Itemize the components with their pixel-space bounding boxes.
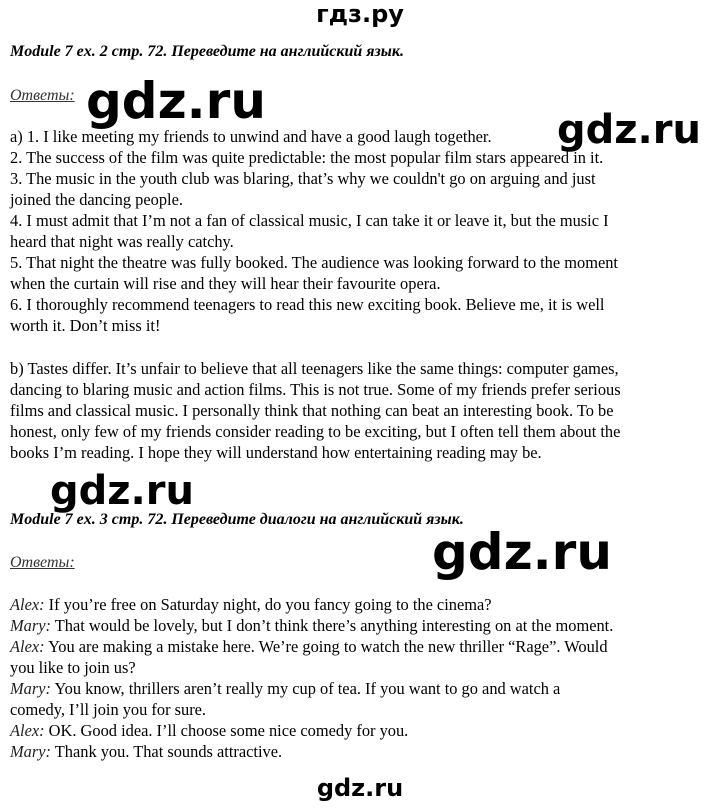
dialogue-line xyxy=(10,658,136,679)
dialogue-text: You know, thrillers aren’t really my cup of tea. If you want to go and watch a xyxy=(50,679,561,698)
part-a-line: worth it. Don’t miss it! xyxy=(10,316,161,335)
section-1-heading: Module 7 ex. 2 стр. 72. Переведите на английский язык. xyxy=(10,43,404,60)
dialogue-line xyxy=(10,700,206,721)
dialogue-text: comedy, I’ll join you for sure. xyxy=(10,700,207,719)
section-2-heading: Module 7 ex. 3 стр. 72. Переведите диалоги на английский язык. xyxy=(10,511,464,528)
part-b-line: films and classical music. I personally think that nothing can beat an interesting book. To be xyxy=(10,401,614,420)
section-2-answers-label: Ответы: xyxy=(10,554,75,571)
part-a-line: 3. The music in the youth club was blaring, that’s why we couldn't go on arguing and just xyxy=(10,169,596,188)
part-b-line: honest, only few of my friends consider reading to be exciting, but I often tell them about the xyxy=(10,422,621,441)
watermark-1: gdz.ru xyxy=(86,72,266,130)
dialogue-text: you like to join us? xyxy=(10,658,136,677)
dialogue-text: OK. Good idea. I’ll choose some nice comedy for you. xyxy=(44,721,409,740)
part-a-line: joined the dancing people. xyxy=(10,190,183,209)
dialogue-line xyxy=(10,742,282,763)
dialogue-speaker: Mary: xyxy=(10,742,51,761)
dialogue-speaker: Mary: xyxy=(10,679,51,698)
watermark-2: gdz.ru xyxy=(557,107,701,153)
site-footer-watermark: gdz.ru xyxy=(316,774,404,802)
dialogue-line xyxy=(10,616,613,637)
part-b-line: books I’m reading. I hope they will understand how entertaining reading may be. xyxy=(10,443,542,462)
section-1-answers-label: Ответы: xyxy=(10,87,75,104)
dialogue-text: Thank you. That sounds attractive. xyxy=(50,742,283,761)
dialogue-speaker: Alex: xyxy=(10,595,45,614)
dialogue-line xyxy=(10,595,492,616)
dialogue-speaker: Alex: xyxy=(10,637,45,656)
dialogue-speaker: Alex: xyxy=(10,721,45,740)
watermark-4: gdz.ru xyxy=(432,523,612,581)
part-a-line: heard that night was really catchy. xyxy=(10,232,234,251)
part-a-line: 4. I must admit that I’m not a fan of classical music, I can take it or leave it, but the music I xyxy=(10,211,609,230)
dialogue-text: That would be lovely, but I don’t think there’s anything interesting on at the moment. xyxy=(50,616,614,635)
dialogue-line xyxy=(10,637,608,658)
watermark-3: gdz.ru xyxy=(50,468,194,514)
dialogue-line xyxy=(10,679,560,700)
dialogue-text: If you’re free on Saturday night, do you fancy going to the cinema? xyxy=(44,595,492,614)
dialogue-speaker: Mary: xyxy=(10,616,51,635)
part-a-line: 2. The success of the film was quite predictable: the most popular film stars appeared in it. xyxy=(10,148,604,167)
part-b-line: dancing to blaring music and action films. This is not true. Some of my friends prefer serious xyxy=(10,380,621,399)
dialogue-text: You are making a mistake here. We’re going to watch the new thriller “Rage”. Would xyxy=(44,637,608,656)
part-a-line: 5. That night the theatre was fully booked. The audience was looking forward to the moment xyxy=(10,253,618,272)
part-b-line: b) Tastes differ. It’s unfair to believe that all teenagers like the same things: computer games, xyxy=(10,359,619,378)
part-a-line: a) 1. I like meeting my friends to unwind and have a good laugh together. xyxy=(10,127,492,146)
site-header-watermark: гдз.ру xyxy=(316,0,404,28)
dialogue-line xyxy=(10,721,408,742)
part-a-line: when the curtain will rise and they will hear their favourite opera. xyxy=(10,274,441,293)
part-a-line: 6. I thoroughly recommend teenagers to read this new exciting book. Believe me, it is well xyxy=(10,295,605,314)
